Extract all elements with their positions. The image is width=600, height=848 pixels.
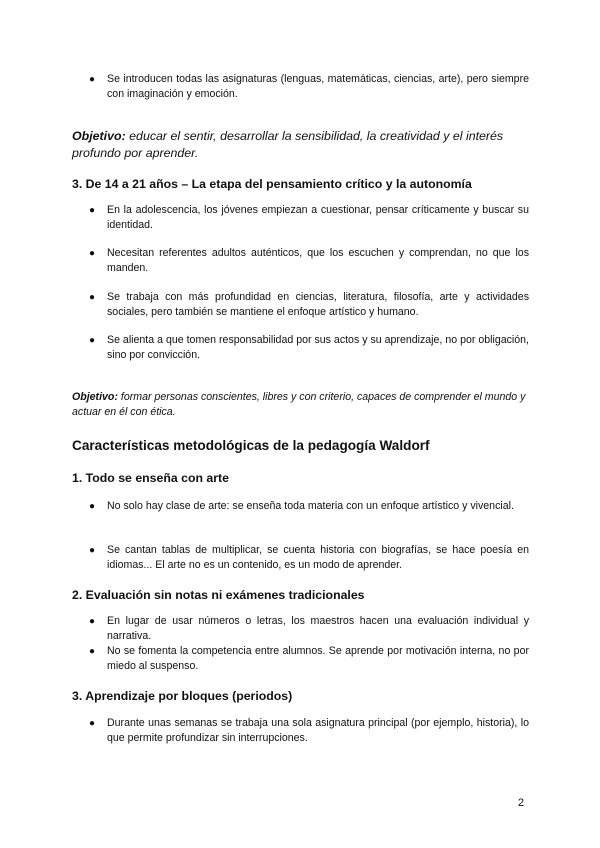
bullet-icon: ● <box>89 292 96 303</box>
page-number: 2 <box>518 797 525 809</box>
list-item: ● Necesitan referentes adultos auténticos, que los escuchen y comprendan, no que los manden. <box>89 247 529 274</box>
bullet-icon: ● <box>89 74 96 85</box>
bullet-icon: ● <box>89 646 96 657</box>
section-heading: 2. Evaluación sin notas ni exámenes tradicionales <box>72 588 365 602</box>
page-title: Características metodológicas de la pedagogía Waldorf <box>72 438 430 453</box>
objective-paragraph <box>72 390 530 420</box>
section-heading: 1. Todo se enseña con arte <box>72 471 229 485</box>
bullet-icon: ● <box>89 248 96 259</box>
list-item: ● Se alienta a que tomen responsabilidad por sus actos y su aprendizaje, no por obligación, sino por convicción. <box>89 334 529 361</box>
bullet-icon: ● <box>89 335 96 346</box>
objective-label: Objetivo: <box>72 391 118 403</box>
objective-text: educar el sentir, desarrollar la sensibilidad, la creatividad y el interés profundo por aprender. <box>72 129 504 160</box>
bullet-icon: ● <box>89 616 96 627</box>
list-item: ● No solo hay clase de arte: se enseña toda materia con un enfoque artístico y vivencial. <box>89 500 514 512</box>
list-item: ● Durante unas semanas se trabaja una sola asignatura principal (por ejemplo, historia), lo que permite profundizar sin interrupciones. <box>89 717 529 744</box>
list-item: ● Se trabaja con más profundidad en ciencias, literatura, filosofía, arte y actividades sociales, pero también se mantiene el enfoque artístico y humano. <box>89 291 529 318</box>
list-item: ● Se introducen todas las asignaturas (lenguas, matemáticas, ciencias, arte), pero siempre con imaginación y emoción. <box>89 73 529 100</box>
list-item: ● En la adolescencia, los jóvenes empiezan a cuestionar, pensar críticamente y buscar su identidad. <box>89 204 529 231</box>
bullet-icon: ● <box>89 205 96 216</box>
section-heading: 3. Aprendizaje por bloques (periodos) <box>72 689 293 703</box>
list-item: ● Se cantan tablas de multiplicar, se cuenta historia con biografías, se hace poesía en idiomas... El arte no es un contenido, es un modo de aprender. <box>89 544 529 571</box>
bullet-icon: ● <box>89 718 96 729</box>
objective-paragraph <box>72 128 530 162</box>
objective-label: Objetivo: <box>72 129 126 143</box>
list-item: ● No se fomenta la competencia entre alumnos. Se aprende por motivación interna, no por miedo al suspenso. <box>89 645 529 672</box>
section-heading: 3. De 14 a 21 años – La etapa del pensamiento crítico y la autonomía <box>72 177 472 191</box>
objective-text: formar personas conscientes, libres y con criterio, capaces de comprender el mundo y actuar en él con ética. <box>72 391 526 418</box>
bullet-icon: ● <box>89 501 96 512</box>
bullet-icon: ● <box>89 545 96 556</box>
list-item: ● En lugar de usar números o letras, los maestros hacen una evaluación individual y narrativa. <box>89 615 529 642</box>
